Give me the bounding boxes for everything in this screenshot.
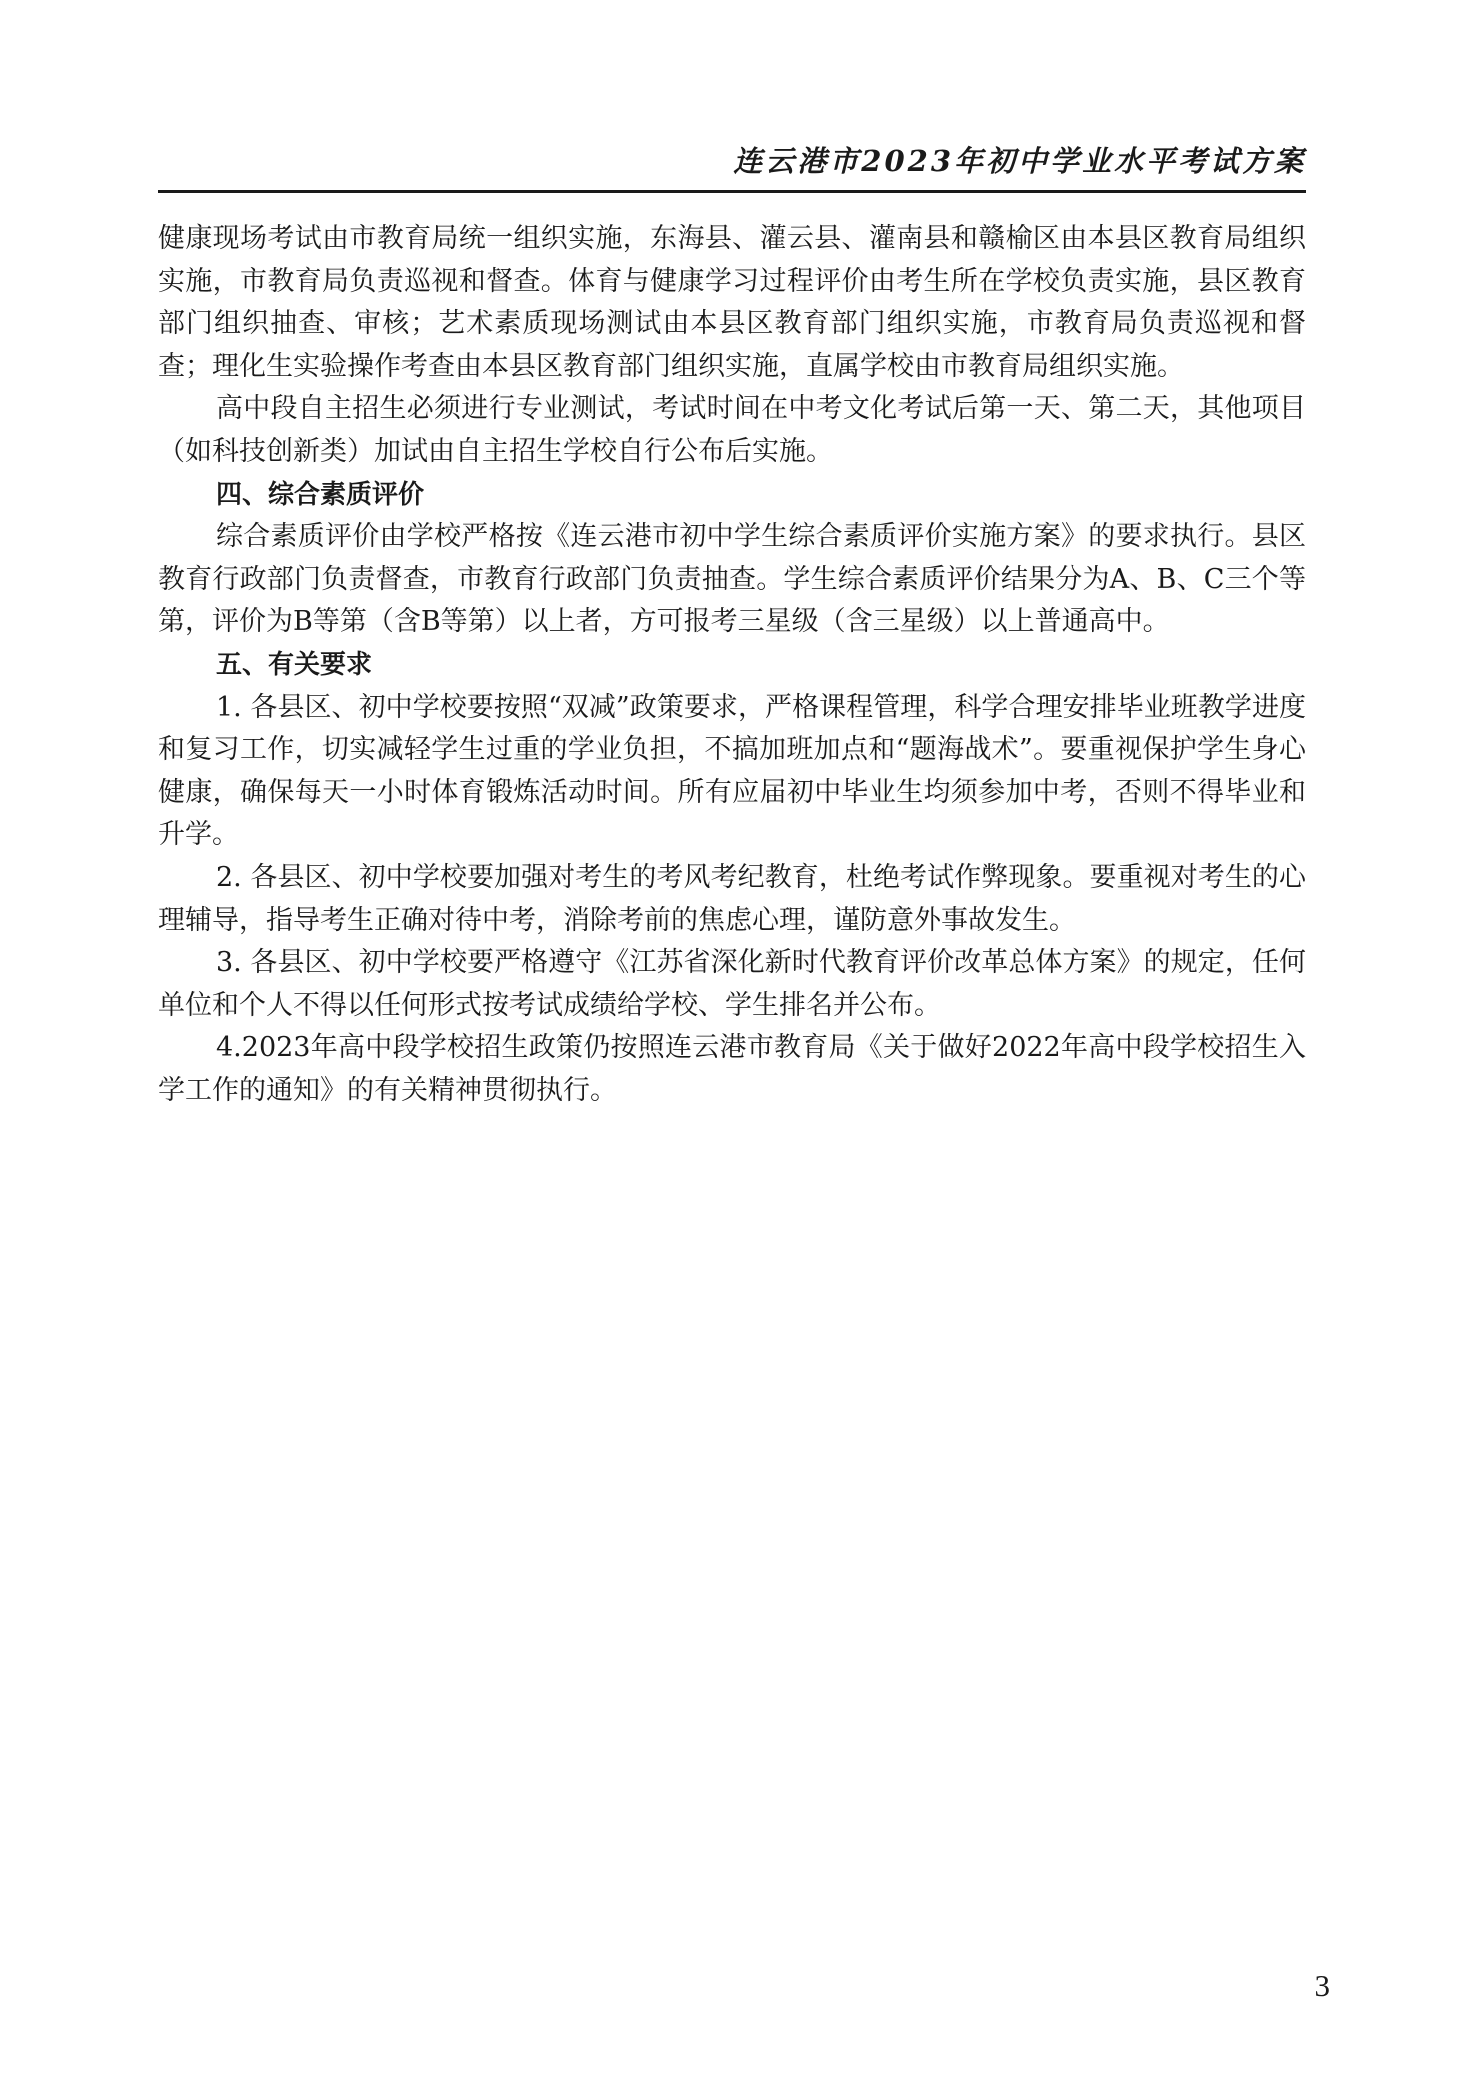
paragraph-independent-enrollment: 高中段自主招生必须进行专业测试，考试时间在中考文化考试后第一天、第二天，其他项目（如科技创新类）加试由自主招生学校自行公布后实施。: [158, 393, 1306, 467]
section-heading-requirements: 五、有关要求: [216, 649, 373, 680]
page-number: 3: [1314, 1968, 1330, 2003]
requirement-item-2: 2. 各县区、初中学校要加强对考生的考风考纪教育，杜绝考试作弊现象。要重视对考生的心理辅导，指导考生正确对待中考，消除考前的焦虑心理，谨防意外事故发生。: [158, 861, 1306, 936]
page-body: [158, 218, 1306, 1112]
requirement-item-3: 3. 各县区、初中学校要严格遵守《江苏省深化新时代教育评价改革总体方案》的规定，任何单位和个人不得以任何形式按考试成绩给学校、学生排名并公布。: [158, 947, 1306, 1021]
running-header: [158, 138, 1306, 193]
section-heading-comprehensive-evaluation: 四、综合素质评价: [216, 479, 425, 510]
requirement-item-4: 4.2023年高中段学校招生政策仍按照连云港市教育局《关于做好2022年高中段学校招生入学工作的通知》的有关精神贯彻执行。: [158, 1032, 1306, 1106]
header-title: 连云港市2023年初中学业水平考试方案: [733, 144, 1306, 178]
paragraph-exam-organization: 健康现场考试由市教育局统一组织实施，东海县、灌云县、灌南县和赣榆区由本县区教育局组织实施，市教育局负责巡视和督查。体育与健康学习过程评价由考生所在学校负责实施，县区教育部门组织抽查、审核；艺术素质现场测试由本县区教育部门组织实施，市教育局负责巡视和督查；理化生实验操作考查由本县区教育部门组织实施，直属学校由市教育局组织实施。: [158, 223, 1306, 382]
requirement-item-1: 1. 各县区、初中学校要按照“双减”政策要求，严格课程管理，科学合理安排毕业班教学进度和复习工作，切实减轻学生过重的学业负担，不搞加班加点和“题海战术”。要重视保护学生身心健康，确保每天一小时体育锻炼活动时间。所有应届初中毕业生均须参加中考，否则不得毕业和升学。: [158, 691, 1306, 851]
paragraph-comprehensive-evaluation: 综合素质评价由学校严格按《连云港市初中学生综合素质评价实施方案》的要求执行。县区教育行政部门负责督查，市教育行政部门负责抽查。学生综合素质评价结果分为A、B、C三个等第，评价为B等第（含B等第）以上者，方可报考三星级（含三星级）以上普通高中。: [158, 521, 1306, 638]
